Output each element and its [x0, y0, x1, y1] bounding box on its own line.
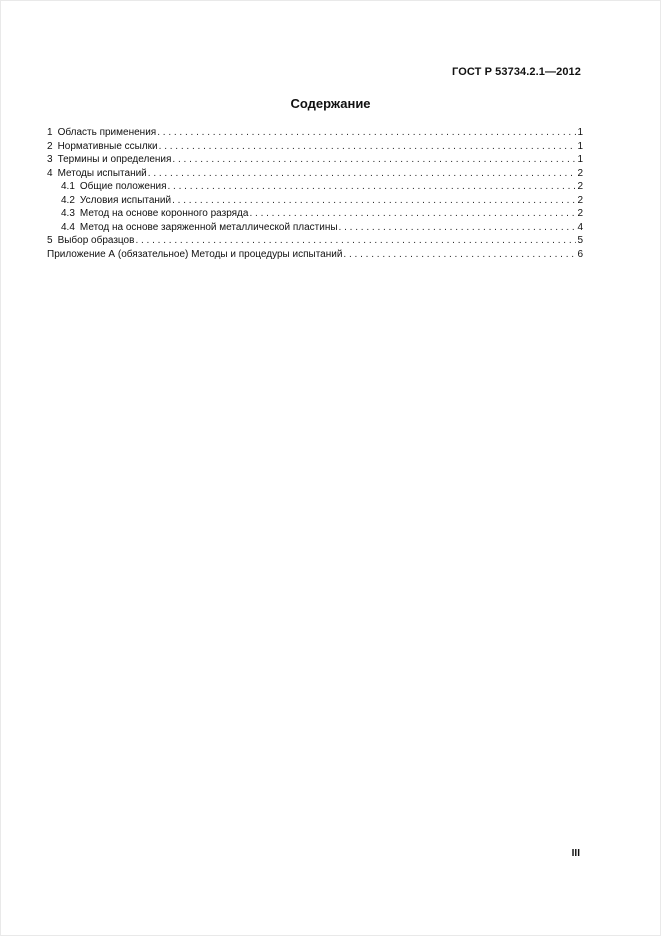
toc-title: Содержание	[290, 96, 371, 111]
toc-entry[interactable]	[47, 167, 583, 181]
toc-entry-label: Область применения	[57, 127, 157, 138]
toc-leader-dots	[339, 221, 577, 235]
toc-leader-dots	[172, 194, 576, 208]
toc-entry-label: Нормативные ссылки	[57, 140, 158, 152]
toc-entry-number: 4.4	[61, 221, 75, 233]
toc-entry-page: 4	[577, 221, 583, 233]
toc-entry-label: Приложение А (обязательное) Методы и процедуры испытаний	[47, 248, 343, 260]
toc-entry-page: 2	[577, 167, 583, 179]
toc-entry-label: Термины и определения	[57, 154, 172, 165]
toc-entry-number: 2	[47, 140, 53, 152]
toc-leader-dots	[172, 153, 576, 167]
toc-entry-page: 2	[577, 208, 583, 219]
toc-entry-page: 5	[577, 235, 583, 246]
toc-leader-dots	[148, 167, 577, 181]
toc-subentry[interactable]	[47, 180, 583, 194]
page-number: III	[571, 848, 580, 859]
toc-entry[interactable]	[47, 234, 583, 248]
toc-entry-page: 2	[577, 194, 583, 206]
toc-leader-dots	[249, 207, 576, 221]
toc-entry-page: 2	[577, 181, 583, 192]
toc-entry-page: 1	[577, 127, 583, 138]
toc-subentry[interactable]	[47, 207, 583, 221]
toc-entry-number: 1	[47, 127, 53, 138]
toc-entry-label: Выбор образцов	[57, 235, 135, 246]
toc-subentry[interactable]	[47, 221, 583, 235]
toc-entry-number: 3	[47, 154, 53, 165]
document-code: ГОСТ Р 53734.2.1—2012	[452, 66, 581, 78]
toc-entry[interactable]	[47, 140, 583, 154]
toc-entry-page: 1	[577, 154, 583, 165]
toc-entry-number: 4.3	[61, 208, 75, 219]
toc-entry-number: 4.1	[61, 181, 75, 192]
toc-entry-label: Метод на основе коронного разряда	[79, 208, 249, 219]
toc-entry-number: 5	[47, 235, 53, 246]
toc-entry-label: Метод на основе заряженной металлической пластины	[79, 221, 338, 233]
toc-entry-label: Методы испытаний	[57, 167, 147, 179]
toc-appendix-entry[interactable]	[47, 248, 583, 262]
toc-leader-dots	[159, 140, 577, 154]
toc-entry-number: 4.2	[61, 194, 75, 206]
toc-subentry[interactable]	[47, 194, 583, 208]
toc-entry-number: 4	[47, 167, 53, 179]
toc-leader-dots	[343, 248, 576, 262]
toc-leader-dots	[168, 180, 577, 194]
toc-entry-page: 6	[577, 248, 583, 260]
toc-entry-label: Общие положения	[79, 181, 167, 192]
toc-leader-dots	[157, 126, 576, 140]
toc-entry-label: Условия испытаний	[79, 194, 172, 206]
toc-entry[interactable]	[47, 126, 583, 140]
table-of-contents	[47, 126, 583, 261]
toc-leader-dots	[135, 234, 576, 248]
toc-entry-page: 1	[577, 140, 583, 152]
toc-entry[interactable]	[47, 153, 583, 167]
